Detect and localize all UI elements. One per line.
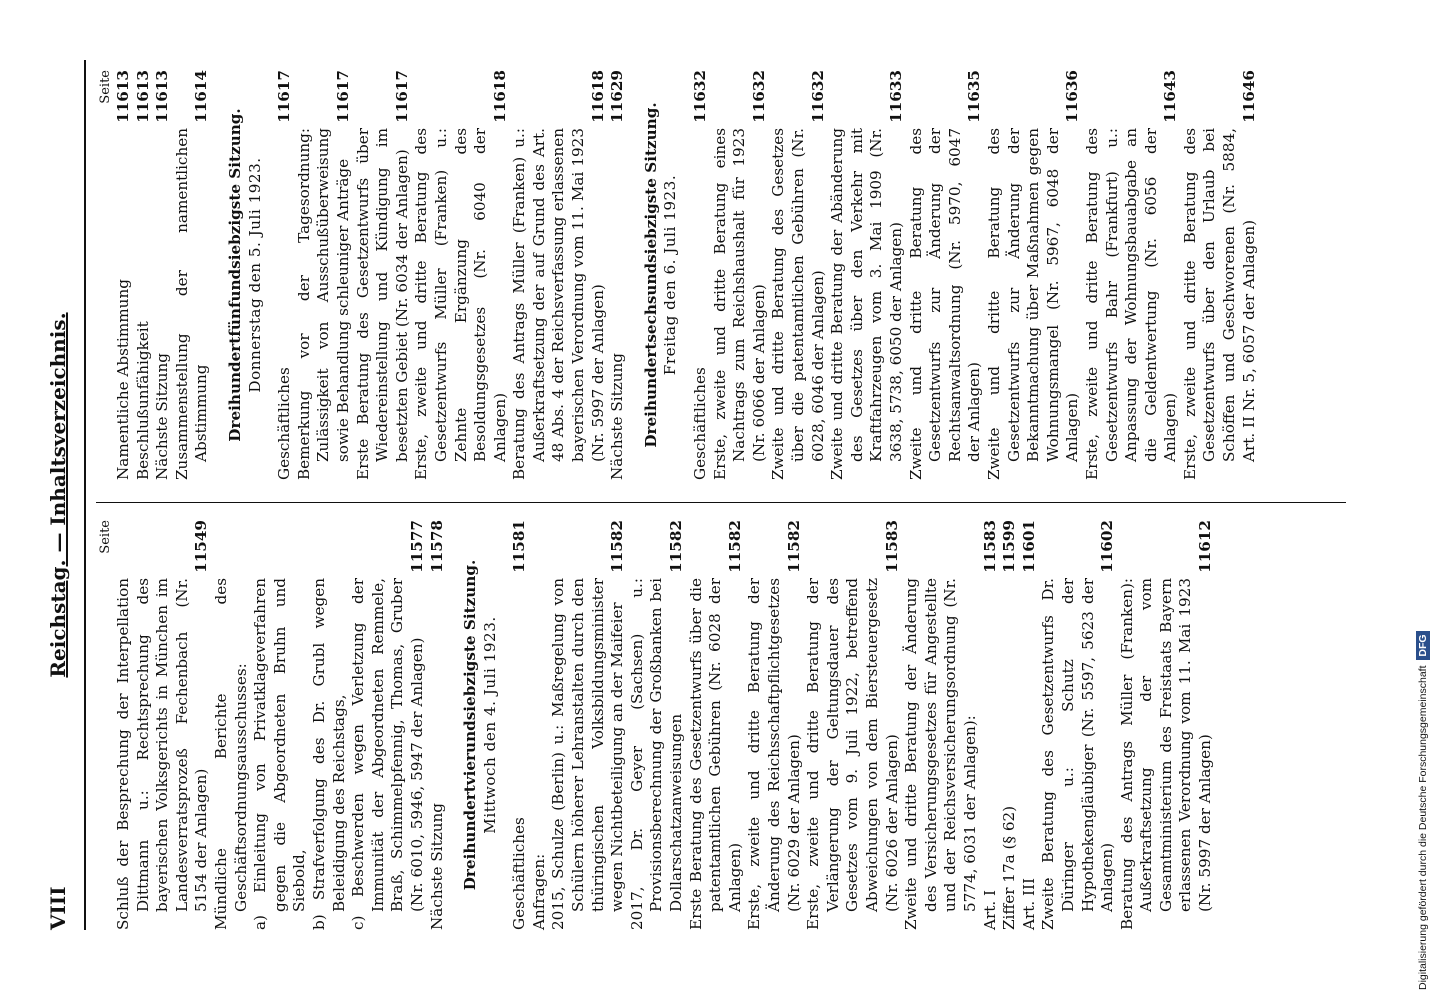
toc-entry-page: 11549 — [192, 520, 211, 573]
toc-entry — [902, 520, 980, 930]
toc-entry-page: 11636 — [1063, 70, 1082, 123]
toc-entry-page: 11599 — [1000, 520, 1019, 573]
toc-entry — [510, 520, 530, 930]
toc-entry-text: Erste Beratung des Gesetzentwurfs über Wiedereinstellung und Kündigung im besetzten Gebiet (Nr. 6034 der Anlagen) — [353, 128, 411, 480]
entry-list — [510, 520, 1215, 930]
toc-entry-text: b) Strafverfolgung des Dr. Grubl wegen Beleidigung des Reichstags, — [309, 578, 348, 930]
toc-entry-text: Erste Beratung des Gesetzentwurfs über die patentamtlichen Gebühren (Nr. 6028 der Anlagen) — [686, 578, 744, 930]
entry-list — [114, 70, 212, 480]
entry-list — [114, 520, 447, 930]
toc-entry — [907, 70, 985, 480]
toc-entry-page: 11582 — [667, 520, 686, 573]
toc-entry — [981, 520, 1001, 930]
page-title: Reichstag. — Inhaltsverzeichnis. — [46, 312, 70, 678]
toc-entry-page: 11613 — [133, 70, 152, 123]
toc-entry-text: Beschlußunfähigkeit — [133, 321, 152, 480]
toc-entry-text: Ziffer 17a (§ 62) — [1000, 805, 1019, 930]
toc-entry-text: Geschäftliches — [691, 367, 710, 480]
toc-entry — [114, 520, 212, 930]
toc-entry-text: c) Beschwerden wegen Verletzung der Immunität der Abgeordneten Remmele, Braß, Schimmelpfennig, Thomas, Gruber (Nr. 6010, 5946, 5947 der Anlagen) — [349, 578, 426, 930]
toc-entry-page: 11632 — [691, 70, 710, 123]
toc-entry — [354, 70, 413, 480]
toc-entry — [769, 70, 828, 480]
toc-entry-text: Beratung des Antrags Müller (Franken): Außerkraftsetzung der vom Gesamtministerium des Freistaats Bayern erlassenen Verordnung vom 11. Mai 1923 (Nr. 5997 der Anlagen) — [1117, 578, 1215, 930]
toc-entry-text: Mündliche Berichte des Geschäftsordnungsausschusses: — [211, 578, 250, 930]
toc-entry-text: Erste, zweite und dritte Beratung des Gesetzentwurfs Bahr (Frankfurt) u.: Anpassung der Wohnungsbauabgabe an die Geldentwertung (Nr. 6056 der Anlagen) — [1082, 128, 1180, 480]
right-column — [96, 70, 1259, 480]
running-head — [46, 60, 76, 930]
toc-entry-text: Art. I — [980, 890, 999, 930]
digitization-note — [1412, 10, 1434, 990]
toc-entry — [295, 70, 354, 480]
toc-entry — [510, 70, 608, 480]
toc-entry-text: Erste, zweite und dritte Beratung des Gesetzentwurfs Müller (Franken) u.: Zehnte Ergänzung des Besoldungsgesetzes (Nr. 6040 der Anlagen) — [412, 128, 509, 480]
column-label: Seite — [98, 520, 113, 554]
toc-entry-text: Zweite und dritte Beratung der Abänderung des Gesetzes über den Verkehr mit Kraftfahrzeugen vom 3. Mai 1909 (Nr. 3638, 5738, 6050 der Anlagen) — [828, 128, 905, 480]
toc-entry-page: 11629 — [608, 70, 627, 123]
toc-entry — [711, 70, 770, 480]
toc-entry — [275, 70, 295, 480]
toc-entry — [349, 520, 427, 930]
toc-entry-page: 11577 — [407, 520, 426, 573]
toc-entry-text: Erste, zweite und dritte Beratung der Änderung des Reichsschaftpflichtgesetzes (Nr. 6029 der Anlagen) — [745, 578, 803, 930]
page-number: VIII — [46, 886, 70, 930]
toc-entry-text: 2017, Dr. Geyer (Sachsen) u.: Provisionsberechnung der Großbanken bei Dollarschatzanweisungen — [627, 578, 686, 930]
toc-entry-text: Art. III — [1019, 878, 1038, 930]
toc-entry — [549, 520, 627, 930]
toc-entry-text: Zweite und dritte Beratung der Änderung des Versicherungsgesetzes für Angestellte und der Reichsversicherungsordnung (Nr. 5774, 6031 der Anlagen): — [902, 578, 979, 930]
column-divider — [96, 502, 1346, 503]
toc-entry-page: 11617 — [275, 70, 294, 123]
toc-entry — [153, 70, 173, 480]
toc-entry-text: Zusammenstellung der namentlichen Abstimmung — [172, 128, 211, 480]
toc-entry — [114, 70, 134, 480]
column-label: Seite — [98, 70, 113, 104]
toc-entry-page: 11632 — [749, 70, 768, 123]
toc-entry — [310, 520, 349, 930]
toc-entry — [412, 70, 510, 480]
toc-entry-page: 11618 — [490, 70, 509, 123]
digitization-text: Digitalisierung gefördert durch die Deutsche Forschungsgemeinschaft — [1417, 665, 1429, 990]
toc-entry-text: Zweite und dritte Beratung des Gesetzentwurfs zur Änderung der Rechtsanwaltsordnung (Nr. 5970, 6047 der Anlagen) — [906, 128, 984, 480]
toc-entry-page: 11583 — [980, 520, 999, 573]
toc-entry-page: 11582 — [608, 520, 627, 573]
session-title: Dreihundertsechsundsiebzigste Sitzung. — [641, 102, 660, 448]
toc-entry — [530, 520, 550, 930]
toc-entry-page: 11633 — [886, 70, 905, 123]
toc-entry — [828, 70, 906, 480]
toc-entry-page: 11613 — [153, 70, 172, 123]
toc-entry-page: 11601 — [1019, 520, 1038, 573]
session-title: Dreihundertvierundsiebzigste Sitzung. — [461, 559, 480, 891]
toc-entry — [134, 70, 154, 480]
toc-entry — [212, 520, 251, 930]
toc-entry-text: Nächste Sitzung — [427, 803, 446, 930]
session-date: Donnerstag den 5. Juli 1923. — [245, 157, 264, 393]
toc-entry-page: 11582 — [784, 520, 803, 573]
toc-entry-text: Geschäftliches — [275, 367, 294, 480]
toc-entry-text: Beratung des Antrags Müller (Franken) u.: Außerkraftsetzung der auf Grund des Art. 48 Abs. 4 der Reichsverfassung erlassenen bayerischen Verordnung vom 11. Mai 1923 (Nr. 5997 der Anlagen) — [510, 128, 607, 480]
toc-entry-page: 11632 — [808, 70, 827, 123]
toc-entry — [173, 70, 212, 480]
toc-entry-page: 11581 — [510, 520, 529, 573]
session-date: Freitag den 6. Juli 1923. — [661, 174, 680, 376]
toc-entry — [628, 520, 687, 930]
toc-entry — [687, 520, 746, 930]
toc-entry-page: 11582 — [725, 520, 744, 573]
toc-entry-text: Zweite und dritte Beratung des Gesetzes über die patentamtlichen Gebühren (Nr. 6028, 6046 der Anlagen) — [769, 128, 827, 480]
toc-entry-text: Namentliche Abstimmung — [114, 279, 132, 480]
toc-entry-page: 11635 — [965, 70, 984, 123]
toc-entry-text: Erste, zweite und dritte Beratung der Verlängerung der Geltungsdauer des Gesetzes vom 9. Juli 1922, betreffend Abweichungen von dem Biersteuergesetz (Nr. 6026 der Anlagen) — [804, 578, 901, 930]
toc-entry-text: a) Einleitung von Privatklageverfahren gegen die Abgeordneten Bruhn und Siebold, — [251, 578, 309, 930]
toc-entry — [251, 520, 310, 930]
toc-entry-text: Nächste Sitzung — [608, 353, 627, 480]
toc-entry — [1083, 70, 1181, 480]
toc-entry-page: 11578 — [427, 520, 446, 573]
toc-entry-page: 11646 — [1239, 70, 1258, 123]
toc-entry — [1020, 520, 1040, 930]
toc-entry — [1118, 520, 1216, 930]
toc-entry-page: 11643 — [1161, 70, 1180, 123]
toc-entry — [985, 70, 1083, 480]
entry-list — [691, 70, 1259, 480]
toc-entry-text: Erste, zweite und dritte Beratung eines Nachtrags zum Reichshaushalt für 1923 (Nr. 6066 der Anlagen) — [710, 128, 768, 480]
session-title: Dreihundertfünfundsiebzigste Sitzung. — [225, 108, 244, 442]
dfg-logo: DFG — [1416, 631, 1430, 659]
toc-entry-text: Schluß der Besprechung der Interpellation Dittmann u.: Rechtsprechung des bayerischen Volksgerichts in München im Landesverratsprozeß Fechenbach (Nr. 5154 der Anlagen) — [114, 578, 211, 930]
toc-entry-text: Erste, zweite und dritte Beratung des Gesetzentwurfs über den Urlaub bei Schöffen und Geschworenen (Nr. 5884, Art. II Nr. 5, 6057 der Anlagen) — [1180, 128, 1258, 480]
toc-entry-text: Geschäftliches — [510, 817, 529, 930]
toc-entry-page: 11602 — [1098, 520, 1117, 573]
entry-list — [275, 70, 628, 480]
toc-entry-page: 11618 — [588, 70, 607, 123]
toc-entry-text: Anfragen: — [529, 853, 548, 930]
toc-entry-text: Bemerkung vor der Tagesordnung: Zulässigkeit von Ausschußüberweisung sowie Behandlung schleuniger Anträge — [294, 128, 352, 480]
toc-entry — [691, 70, 711, 480]
toc-entry-page: 11617 — [333, 70, 352, 123]
toc-entry-page: 11583 — [882, 520, 901, 573]
toc-entry-page: 11614 — [192, 70, 211, 123]
toc-entry — [428, 520, 448, 930]
session-date: Mittwoch den 4. Juli 1923. — [480, 616, 499, 834]
toc-entry-page: 11612 — [1196, 520, 1215, 573]
toc-entry-text: Zweite Beratung des Gesetzentwurfs Dr. Düringer u.: Schutz der Hypothekengläubiger (Nr. 5597, 5623 der Anlagen) — [1039, 578, 1117, 930]
toc-entry-text: Zweite und dritte Beratung des Gesetzentwurfs zur Änderung der Bekanntmachung über Maßnahmen gegen Wohnungsmangel (Nr. 5967, 6048 der Anlagen) — [984, 128, 1082, 480]
toc-entry-text: 2015, Schulze (Berlin) u.: Maßregelung von Schülern höherer Lehranstalten durch den thüringischen Volksbildungsminister wegen Nichtbeteiligung an der Maifeier — [549, 578, 627, 930]
toc-entry-page: 11613 — [114, 70, 132, 123]
toc-entry-text: Nächste Sitzung — [153, 353, 172, 480]
toc-entry — [1000, 520, 1020, 930]
header-rule — [84, 60, 86, 930]
toc-entry — [608, 70, 628, 480]
toc-entry-page: 11617 — [392, 70, 411, 123]
toc-entry — [804, 520, 902, 930]
toc-entry — [1181, 70, 1259, 480]
left-column — [96, 520, 1216, 930]
toc-entry — [745, 520, 804, 930]
toc-entry — [1039, 520, 1117, 930]
